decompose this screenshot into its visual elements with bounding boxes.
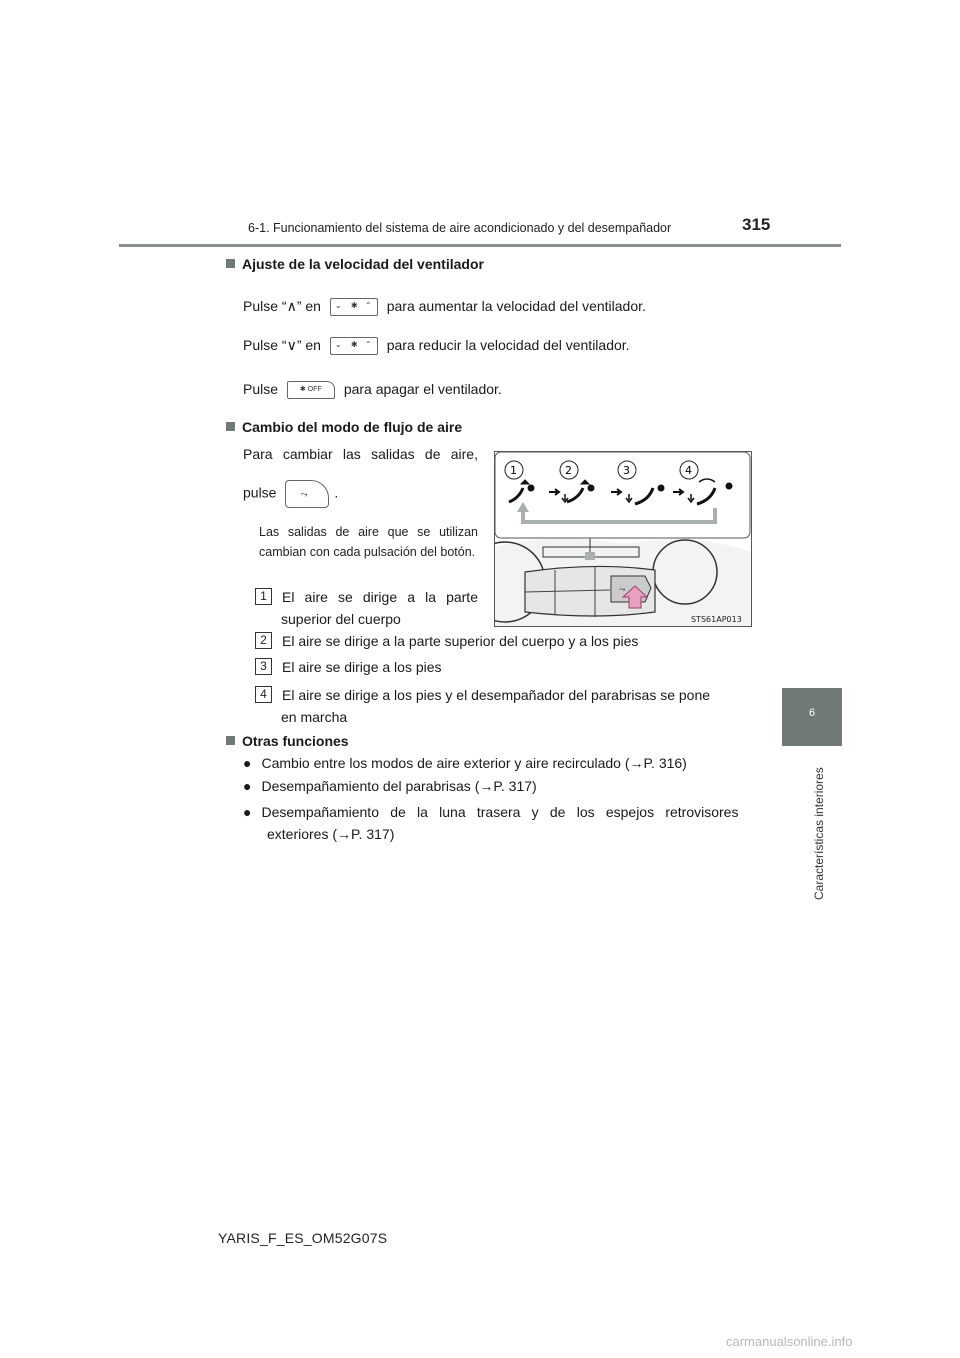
other-bullet-3: ● Desempañamiento de la luna trasera y de los espejos retrovisores exteriores (→P. 317) xyxy=(243,804,739,842)
watermark: carmanualsonline.info xyxy=(726,1334,853,1349)
other-bullet-1: ● Cambio entre los modos de aire exterior y aire recirculado (→P. 316) xyxy=(243,755,687,771)
fan-up-line: Pulse “∧” en ⌄ ✱ ⌃ para aumentar la velocidad del ventilador. xyxy=(243,298,646,316)
round-bullet-icon: ● xyxy=(243,804,252,820)
figure-label-1: 1 xyxy=(510,464,517,477)
footer-code: YARIS_F_ES_OM52G07S xyxy=(218,1230,388,1246)
round-bullet-icon: ● xyxy=(243,778,252,794)
airflow-item-4: 4 El aire se dirige a los pies y el desempañador del parabrisas se pone en marcha xyxy=(255,684,745,728)
square-bullet-icon xyxy=(226,259,235,268)
air-mode-illustration xyxy=(495,452,751,626)
chapter-tab: 6 xyxy=(782,688,842,746)
fan-speed-heading: Ajuste de la velocidad del ventilador xyxy=(226,256,484,272)
air-mode-button-icon: ⤳ xyxy=(285,480,329,508)
other-functions-heading: Otras funciones xyxy=(226,733,349,749)
fan-speed-button-icon: ⌄ ✱ ⌃ xyxy=(330,337,378,355)
other-bullet-2: ● Desempañamiento del parabrisas (→P. 317) xyxy=(243,778,537,794)
number-box: 3 xyxy=(255,658,272,675)
air-mode-figure xyxy=(494,451,752,627)
airflow-item-1: 1 El aire se dirige a la parte superior del cuerpo xyxy=(255,586,478,630)
airflow-item-3: 3 El aire se dirige a los pies xyxy=(255,658,442,675)
square-bullet-icon xyxy=(226,422,235,431)
figure-label-3: 3 xyxy=(623,464,630,477)
airflow-note: Las salidas de aire que se utilizan cambian con cada pulsación del botón. xyxy=(259,525,478,559)
fan-off-line: Pulse ✱ OFF para apagar el ventilador. xyxy=(243,381,502,399)
page-number: 315 xyxy=(742,215,771,234)
airflow-item-2: 2 El aire se dirige a la parte superior del cuerpo y a los pies xyxy=(255,632,638,649)
square-bullet-icon xyxy=(226,736,235,745)
fan-off-button-icon: ✱ OFF xyxy=(287,381,335,399)
chapter-label: Características interiores xyxy=(812,767,826,900)
header-rule xyxy=(119,244,841,247)
number-box: 4 xyxy=(255,686,272,703)
fan-speed-button-icon: ⌄ ✱ ⌃ xyxy=(330,298,378,316)
header-title: 6-1. Funcionamiento del sistema de aire acondicionado y del desempañador xyxy=(248,221,672,235)
svg-text:⤳: ⤳ xyxy=(619,585,626,594)
airflow-heading: Cambio del modo de flujo de aire xyxy=(226,419,462,435)
airflow-intro-line2: pulse ⤳ . xyxy=(243,480,338,508)
round-bullet-icon: ● xyxy=(243,755,252,771)
figure-code: STS61AP013 xyxy=(691,615,742,624)
number-box: 2 xyxy=(255,632,272,649)
fan-down-line: Pulse “∨” en ⌄ ✱ ⌃ para reducir la velocidad del ventilador. xyxy=(243,337,630,355)
number-box: 1 xyxy=(255,588,272,605)
figure-label-4: 4 xyxy=(685,464,692,477)
figure-label-2: 2 xyxy=(565,464,572,477)
airflow-intro-line1: Para cambiar las salidas de aire, xyxy=(243,446,478,462)
